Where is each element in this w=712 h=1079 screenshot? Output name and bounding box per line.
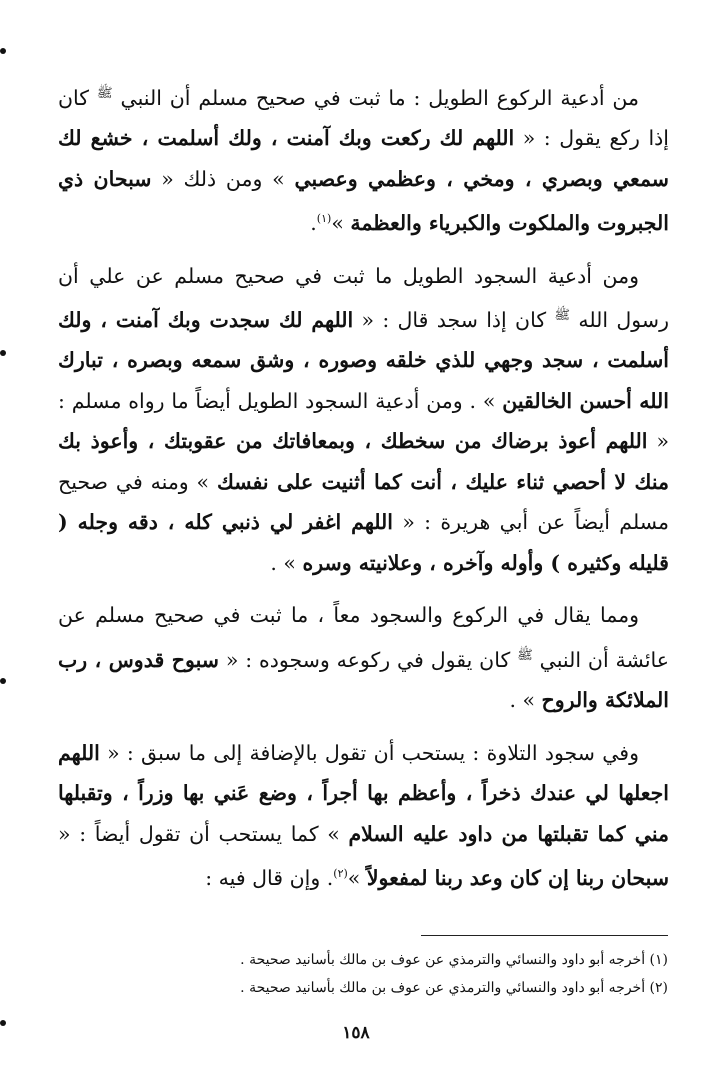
salawat-symbol: ﷺ <box>517 647 533 663</box>
dua-text: اللهم لك ركعت وبك آمنت ، ولك أسلمت ، خشع لك سمعي وبصري ، ومخي ، وعظمي وعصبي <box>58 126 669 191</box>
text-segment: » ومنه في صحيح مسلم أيضاً عن أبي هريرة : « <box>58 469 670 535</box>
text-segment: » كما يستحب أن تقول أيضاً : « <box>58 821 349 846</box>
paragraph-2 <box>58 256 669 584</box>
dua-text: سبحان ربنا إن كان وعد ربنا لمفعولاً <box>366 866 669 891</box>
dua-text: اللهم اجعلها لي عندك ذخراً ، وأعظم بها أجراً ، وضع عَني بها وزراً ، وتقبلها مني كما تقبلتها من داود عليه السلام <box>58 740 669 846</box>
footnote-1: (١) أخرجه أبو داود والنسائي والترمذي عن عوف بن مالك بأسانيد صحيحة . <box>240 952 668 968</box>
text-segment: » . ومن أدعية السجود الطويل أيضاً ما رواه مسلم : « <box>58 388 669 454</box>
text-segment: » . <box>509 688 542 713</box>
page-body <box>58 74 669 899</box>
margin-mark <box>0 350 6 356</box>
dua-text: اللهم اغفر لي ذنبي كله ، دقه وجله ( قليله وكثيره ) وأوله وآخره ، وعلانيته وسره <box>58 510 669 575</box>
paragraph-3 <box>58 595 669 720</box>
dua-text: سبوح قدوس ، رب الملائكة والروح <box>58 647 669 713</box>
footnote-ref: (٢) <box>333 867 348 881</box>
text-segment: من أدعية الركوع الطويل : ما ثبت في صحيح مسلم أن النبي <box>112 85 639 110</box>
margin-mark <box>0 678 6 684</box>
dua-text: اللهم لك سجدت وبك آمنت ، ولك أسلمت ، سجد وجهي للذي خلقه وصوره ، وشق سمعه وبصره ، تبارك الله أحسن الخالقين <box>58 307 669 413</box>
text-segment: » . <box>270 550 303 575</box>
text-segment: ومن أدعية السجود الطويل ما ثبت في صحيح مسلم عن علي أن رسول الله <box>58 263 669 332</box>
margin-mark <box>0 48 6 54</box>
paragraph-1 <box>58 74 669 244</box>
text-segment: كان يقول في ركوعه وسجوده : « <box>218 647 518 672</box>
paragraph-4 <box>58 733 669 899</box>
text-segment: وفي سجود التلاوة : يستحب أن تقول بالإضافة إلى ما سبق : « <box>99 740 639 765</box>
text-segment: » <box>347 866 367 891</box>
footnote-divider <box>421 935 668 936</box>
text-segment: كان إذا سجد قال : « <box>353 307 555 332</box>
page-number: ١٥٨ <box>342 1023 370 1043</box>
footnotes <box>100 946 668 1002</box>
text-segment: . وإن قال فيه : <box>205 866 334 891</box>
text-segment: . <box>310 211 317 236</box>
dua-text: اللهم أعوذ برضاك من سخطك ، وبمعافاتك من عقوبتك ، وأعوذ بك منك لا أحصي ثناء عليك ، أنت كما أثنيت على نفسك <box>58 429 669 494</box>
text-segment: » ومن ذلك « <box>151 166 295 191</box>
footnote-ref: (١) <box>316 212 332 226</box>
text-segment: كان إذا ركع يقول : « <box>58 85 669 151</box>
footnote-2: (٢) أخرجه أبو داود والنسائي والترمذي عن عوف بن مالك بأسانيد صحيحة . <box>240 980 668 996</box>
text-segment: » <box>331 211 351 236</box>
margin-mark <box>0 1020 6 1026</box>
salawat-symbol: ﷺ <box>554 308 571 324</box>
text-segment: ومما يقال في الركوع والسجود معاً ، ما ثبت في صحيح مسلم عن عائشة أن النبي <box>58 603 670 672</box>
dua-text: سبحان ذي الجبروت والملكوت والكبرياء والعظمة <box>58 166 669 236</box>
salawat-symbol: ﷺ <box>96 86 113 101</box>
